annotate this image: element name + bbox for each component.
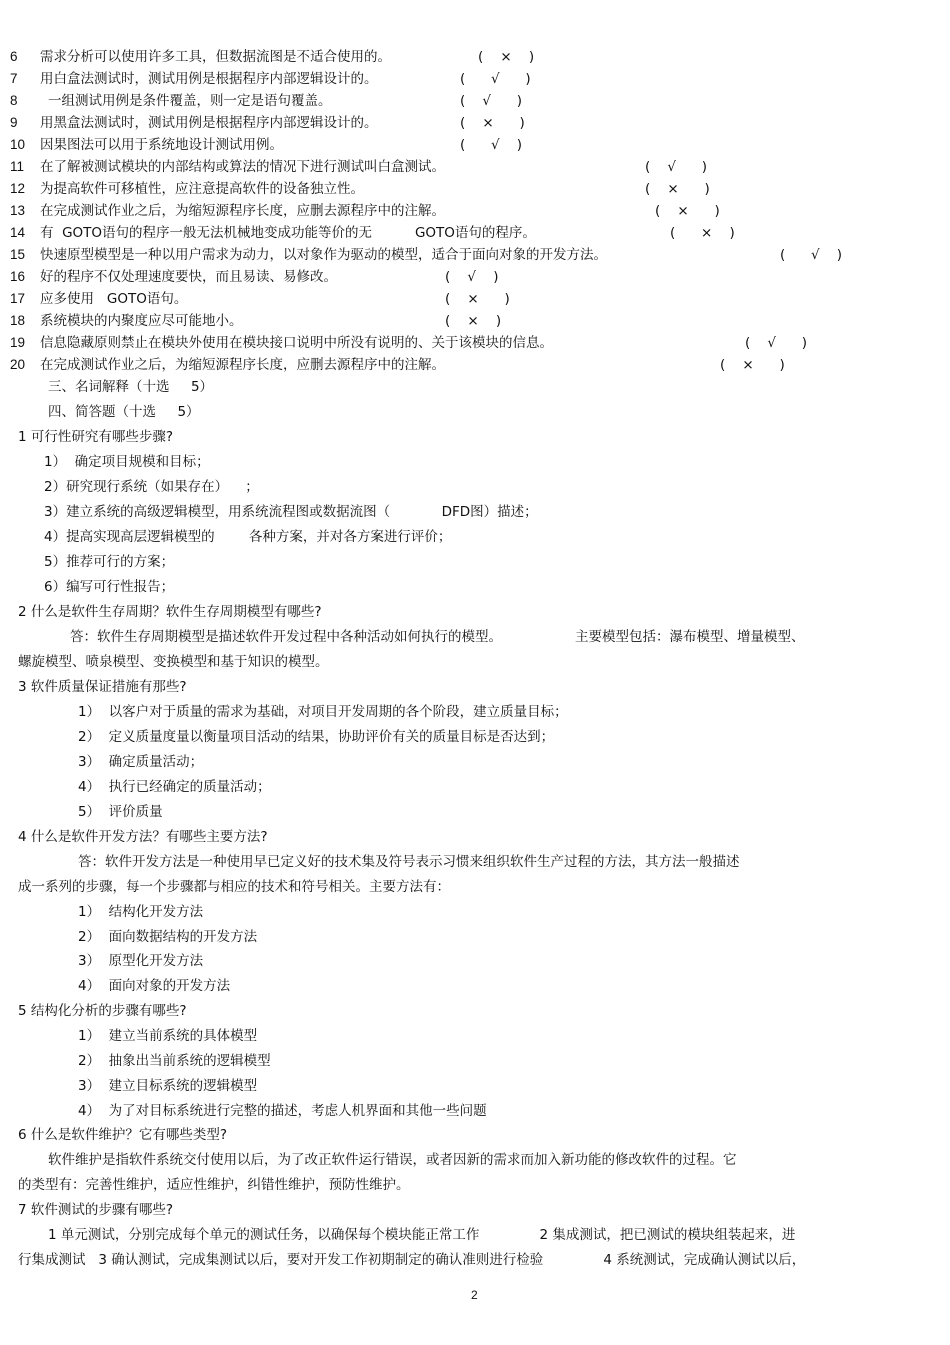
answer-mark: ( × ): [670, 225, 735, 241]
question-title: 7 软件测试的步骤有哪些?: [18, 1202, 174, 1218]
answer-paragraph: 1 单元测试，分别完成每个单元的测试任务，以确保每个模块能正常工作 2 集成测试，把已测试的模块组装起来，进: [48, 1227, 796, 1243]
item-text: 一组测试用例是条件覆盖，则一定是语句覆盖。: [48, 93, 332, 109]
list-item: 1） 结构化开发方法: [78, 904, 204, 920]
answer-paragraph: 螺旋模型、喷泉模型、变换模型和基于知识的模型。: [18, 654, 329, 670]
answer-paragraph: 的类型有：完善性维护，适应性维护，纠错性维护，预防性维护。: [18, 1177, 410, 1193]
list-item: 4）提高实现高层逻辑模型的 各种方案，并对各方案进行评价；: [44, 529, 452, 545]
list-item: 3） 建立目标系统的逻辑模型: [78, 1078, 258, 1094]
answer-mark: ( √ ): [745, 335, 808, 351]
list-item: 4） 为了对目标系统进行完整的描述，考虑人机界面和其他一些问题: [78, 1103, 487, 1119]
question-title: 5 结构化分析的步骤有哪些?: [18, 1003, 187, 1019]
list-item: 2） 面向数据结构的开发方法: [78, 929, 258, 945]
list-item: 4） 面向对象的开发方法: [78, 978, 231, 994]
item-number: 17: [10, 291, 26, 306]
page-number: 2: [471, 1288, 478, 1302]
answer-mark: ( √ ): [460, 93, 523, 109]
list-item: 1） 以客户对于质量的需求为基础，对项目开发周期的各个阶段，建立质量目标；: [78, 704, 568, 720]
answer-paragraph: 答：软件开发方法是一种使用早已定义好的技术集及符号表示习惯来组织软件生产过程的方法，其方法一般描述: [78, 854, 740, 870]
item-text: 在了解被测试模块的内部结构或算法的情况下进行测试叫白盒测试。: [40, 159, 445, 175]
item-number: 20: [10, 357, 26, 372]
answer-mark: ( × ): [478, 49, 535, 65]
answer-mark: ( √ ): [445, 269, 499, 285]
question-title: 2 什么是软件生存周期？软件生存周期模型有哪些?: [18, 604, 322, 620]
question-title: 3 软件质量保证措施有那些?: [18, 679, 187, 695]
section-heading: 四、简答题（十选 5）: [48, 404, 200, 420]
list-item: 5）推荐可行的方案；: [44, 554, 175, 570]
item-text: 应多使用 GOTO语句。: [40, 291, 188, 307]
item-text: 为提高软件可移植性，应注意提高软件的设备独立性。: [40, 181, 364, 197]
item-text: 信息隐藏原则禁止在模块外使用在模块接口说明中所没有说明的、关于该模块的信息。: [40, 335, 553, 351]
item-text: 用白盒法测试时，测试用例是根据程序内部逻辑设计的。: [40, 71, 378, 87]
list-item: 1） 建立当前系统的具体模型: [78, 1028, 258, 1044]
list-item: 2） 抽象出当前系统的逻辑模型: [78, 1053, 271, 1069]
question-title: 4 什么是软件开发方法？有哪些主要方法?: [18, 829, 268, 845]
item-number: 13: [10, 203, 26, 218]
answer-mark: ( × ): [720, 357, 785, 373]
answer-mark: ( √ ): [780, 247, 843, 263]
item-text: 需求分析可以使用许多工具，但数据流图是不适合使用的。: [40, 49, 391, 65]
item-number: 19: [10, 335, 26, 350]
item-number: 15: [10, 247, 26, 262]
item-number: 11: [10, 159, 25, 174]
answer-mark: ( √ ): [645, 159, 708, 175]
answer-mark: ( √ ): [460, 137, 523, 153]
answer-mark: ( × ): [460, 115, 525, 131]
list-item: 6）编写可行性报告；: [44, 579, 175, 595]
question-title: 6 什么是软件维护？它有哪些类型?: [18, 1127, 228, 1143]
answer-mark: ( × ): [445, 313, 502, 329]
list-item: 2） 定义质量度量以衡量项目活动的结果，协助评价有关的质量目标是否达到；: [78, 729, 555, 745]
item-number: 9: [10, 115, 18, 130]
item-number: 18: [10, 313, 26, 328]
section-heading: 三、名词解释（十选 5）: [48, 379, 214, 395]
list-item: 1） 确定项目规模和目标；: [44, 454, 210, 470]
item-text: 有 GOTO语句的程序一般无法机械地变成功能等价的无 GOTO语句的程序。: [40, 225, 536, 241]
item-text: 因果图法可以用于系统地设计测试用例。: [40, 137, 283, 153]
item-text: 好的程序不仅处理速度要快，而且易读、易修改。: [40, 269, 337, 285]
answer-paragraph: 成一系列的步骤，每一个步骤都与相应的技术和符号相关。主要方法有：: [18, 879, 450, 895]
item-text: 系统模块的内聚度应尽可能地小。: [40, 313, 243, 329]
answer-mark: ( √ ): [460, 71, 531, 87]
item-number: 12: [10, 181, 26, 196]
item-number: 6: [10, 49, 18, 64]
list-item: 4） 执行已经确定的质量活动；: [78, 779, 271, 795]
answer-mark: ( × ): [645, 181, 710, 197]
answer-paragraph: 答：软件生存周期模型是描述软件开发过程中各种活动如何执行的模型。 主要模型包括：瀑布模型、增量模型、: [70, 629, 805, 645]
question-title: 1 可行性研究有哪些步骤?: [18, 429, 174, 445]
answer-paragraph: 软件维护是指软件系统交付使用以后，为了改正软件运行错误，或者因新的需求而加入新功能的修改软件的过程。它: [48, 1152, 737, 1168]
answer-paragraph: 行集成测试 3 确认测试，完成集测试以后，要对开发工作初期制定的确认准则进行检验 4 系统测试，完成确认测试以后，: [18, 1252, 806, 1268]
answer-mark: ( × ): [445, 291, 510, 307]
item-text: 快速原型模型是一种以用户需求为动力，以对象作为驱动的模型，适合于面向对象的开发方法。: [40, 247, 607, 263]
item-number: 16: [10, 269, 26, 284]
answer-mark: ( × ): [655, 203, 720, 219]
item-number: 14: [10, 225, 26, 240]
list-item: 3） 原型化开发方法: [78, 953, 204, 969]
list-item: 3） 确定质量活动；: [78, 754, 204, 770]
item-text: 在完成测试作业之后，为缩短源程序长度，应删去源程序中的注解。: [40, 357, 445, 373]
item-number: 7: [10, 71, 18, 86]
item-text: 用黑盒法测试时，测试用例是根据程序内部逻辑设计的。: [40, 115, 378, 131]
item-text: 在完成测试作业之后，为缩短源程序长度，应删去源程序中的注解。: [40, 203, 445, 219]
item-number: 8: [10, 93, 18, 108]
list-item: 2）研究现行系统（如果存在） ；: [44, 479, 259, 495]
list-item: 5） 评价质量: [78, 804, 163, 820]
list-item: 3）建立系统的高级逻辑模型，用系统流程图或数据流图（ DFD图）描述；: [44, 504, 538, 520]
item-number: 10: [10, 137, 26, 152]
